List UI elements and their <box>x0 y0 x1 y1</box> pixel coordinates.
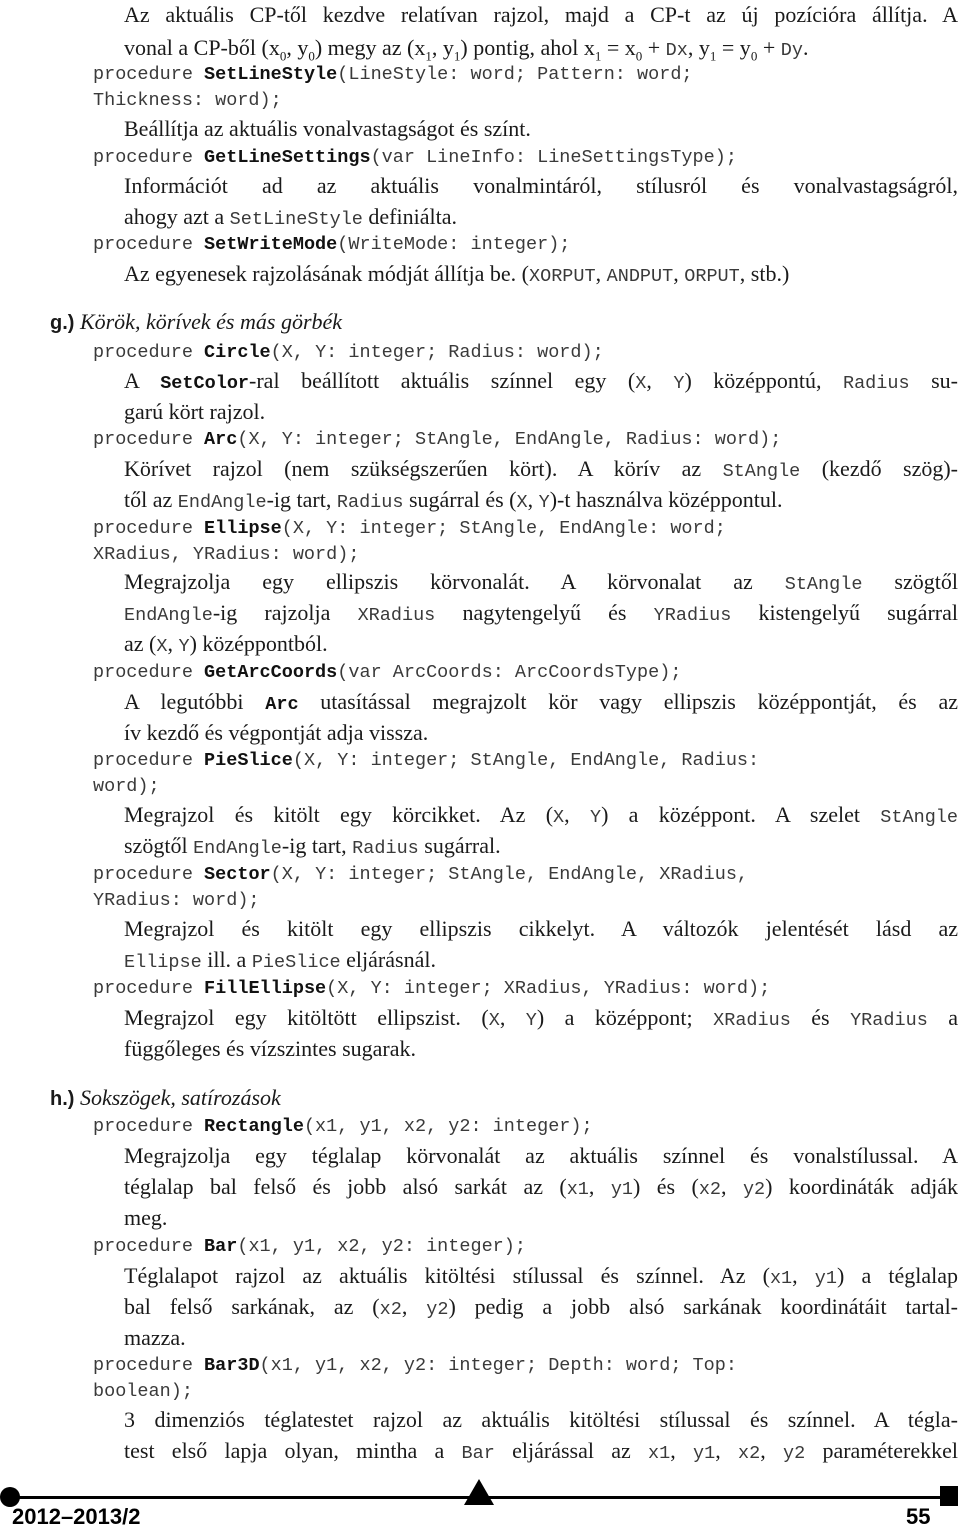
code-signature: YRadius: word); <box>93 890 260 911</box>
code-signature: procedure Sector(X, Y: integer; StAngle, EndAngle, XRadius, <box>93 864 749 885</box>
code-signature: XRadius, YRadius: word); <box>93 544 360 565</box>
square-marker-icon <box>940 1486 958 1506</box>
text-line: EndAngle-ig rajzolja XRadius nagytengelyű és YRadius kistengelyű sugárral <box>124 600 958 626</box>
page-number: 55 <box>906 1504 931 1529</box>
text-line: A SetColor-ral beállított aktuális színnel egy (X, Y) középpontú, Radius su- <box>124 368 959 394</box>
text-line: Téglalapot rajzol az aktuális kitöltési stílussal és színnel. Az (x1, y1) a téglalap <box>124 1263 958 1289</box>
text-line: bal felső sarkának, az (x2, y2) pedig a jobb alsó sarkának koordinátáit tartal- <box>124 1294 959 1320</box>
code-signature: procedure SetWriteMode(WriteMode: integer); <box>93 234 571 255</box>
text-line: Megrajzol és kitölt egy ellipszis cikkelyt. A változók jelentését lásd az <box>124 916 958 941</box>
text-line: vonal a CP-ből ($x_0$, $y_0$) megy az ($x_1$, $y_1$) pontig, ahol $x_1 = x_0 + Dx$, $y_1 = y_0 + Dy$. <box>124 35 809 64</box>
text-line: Ellipse ill. a PieSlice eljárásnál. <box>124 947 436 973</box>
text-line: Az egyenesek rajzolásának módját állítja be. (XORPUT, ANDPUT, ORPUT, stb.) <box>124 261 790 287</box>
text-line: Beállítja az aktuális vonalvastagságot és színt. <box>124 116 531 141</box>
section-heading: g.) Körök, körívek és más görbék <box>50 309 343 334</box>
text-line: 3 dimenziós téglatestet rajzol az aktuális kitöltési stílussal és színnel. A tégla- <box>124 1407 958 1432</box>
code-signature: Thickness: word); <box>93 90 282 111</box>
text-line: A legutóbbi Arc utasítással megrajzolt kör vagy ellipszis középpontját, és az <box>124 689 958 715</box>
text-line: mazza. <box>124 1325 186 1350</box>
code-signature: procedure Rectangle(x1, y1, x2, y2: integer); <box>93 1116 593 1137</box>
section-heading: h.) Sokszögek, satírozások <box>50 1085 281 1110</box>
text-line: szögtől EndAngle-ig tart, Radius sugárral. <box>124 833 501 859</box>
code-signature: procedure SetLineStyle(LineStyle: word; Pattern: word; <box>93 64 693 85</box>
code-signature: procedure GetLineSettings(var LineInfo: LineSettingsType); <box>93 147 737 168</box>
code-signature: procedure FillEllipse(X, Y: integer; XRadius, YRadius: word); <box>93 978 771 999</box>
text-line: ív kezdő és végpontját adja vissza. <box>124 720 429 745</box>
code-signature: word); <box>93 776 160 797</box>
text-line: ahogy azt a SetLineStyle definiálta. <box>124 204 457 230</box>
text-line: függőleges és vízszintes sugarak. <box>124 1036 417 1061</box>
code-signature: procedure Arc(X, Y: integer; StAngle, EndAngle, Radius: word); <box>93 429 782 450</box>
text-line: Megrajzolja egy téglalap körvonalát az aktuális színnel és vonalstílussal. A <box>124 1143 958 1168</box>
code-signature: procedure Bar3D(x1, y1, x2, y2: integer; Depth: word; Top: <box>93 1355 737 1376</box>
text-line: Információt ad az aktuális vonalmintáról, stílusról és vonalvastagságról, <box>124 173 958 198</box>
code-signature: procedure PieSlice(X, Y: integer; StAngle, EndAngle, Radius: <box>93 750 760 771</box>
code-signature: procedure Bar(x1, y1, x2, y2: integer); <box>93 1236 526 1257</box>
text-line: Megrajzol és kitölt egy körcikket. Az (X, Y) a középpont. A szelet StAngle <box>124 802 959 828</box>
text-line: test első lapja olyan, mintha a Bar eljárással az x1, y1, x2, y2 paraméterekkel <box>124 1438 959 1464</box>
text-line: Az aktuális CP-től kezdve relatívan rajzol, majd a CP-t az új pozícióra állítja. A <box>124 2 958 27</box>
text-line: téglalap bal felső és jobb alsó sarkát az (x1, y1) és (x2, y2) koordináták adják <box>124 1174 959 1200</box>
text-line: Megrajzol egy kitöltött ellipszist. (X, Y) a középpont; XRadius és YRadius a <box>124 1005 959 1031</box>
text-line: az (X, Y) középpontból. <box>124 631 328 657</box>
code-signature: boolean); <box>93 1381 193 1402</box>
triangle-marker-icon <box>464 1479 494 1505</box>
text-line: től az EndAngle-ig tart, Radius sugárral és (X, Y)-t használva középpontul. <box>124 487 783 513</box>
code-signature: procedure Ellipse(X, Y: integer; StAngle, EndAngle: word; <box>93 518 726 539</box>
text-line: Körívet rajzol (nem szükségszerűen kört). A körív az StAngle (kezdő szög)- <box>124 456 958 482</box>
code-signature: procedure Circle(X, Y: integer; Radius: word); <box>93 342 604 363</box>
footer-year: 2012–2013/2 <box>12 1504 141 1529</box>
text-line: garú kört rajzol. <box>124 399 266 424</box>
code-signature: procedure GetArcCoords(var ArcCoords: ArcCoordsType); <box>93 662 682 683</box>
text-line: meg. <box>124 1205 168 1230</box>
text-line: Megrajzolja egy ellipszis körvonalát. A körvonalat az StAngle szögtől <box>124 569 958 595</box>
